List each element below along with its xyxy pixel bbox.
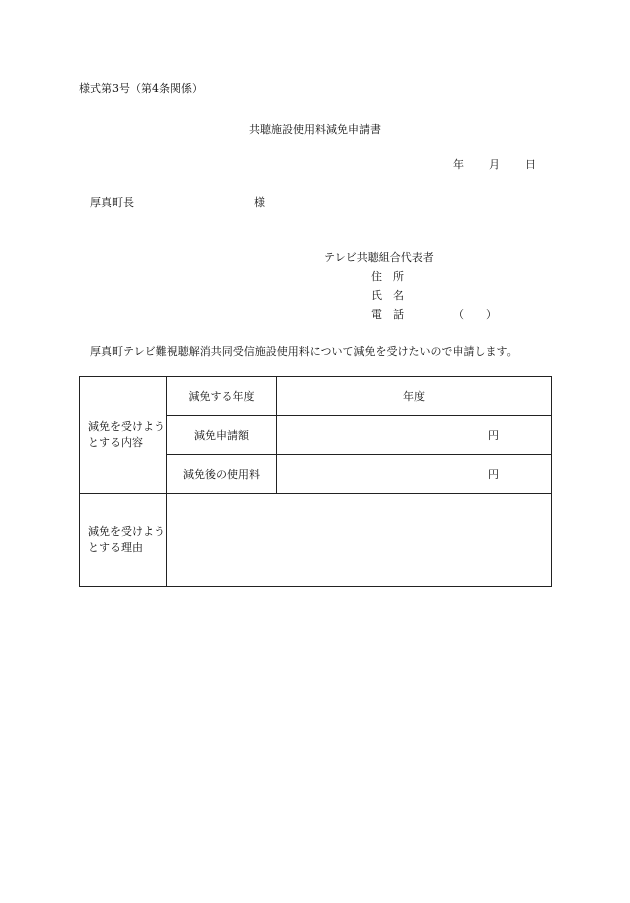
date-line: [453, 156, 536, 172]
form-number: 様式第3号（第4条関係）: [79, 82, 203, 95]
applicant-title: テレビ共聴組合代表者: [324, 251, 434, 264]
phone-parentheses: （ ）: [453, 308, 497, 321]
applicant-phone-label: 電 話: [371, 308, 404, 321]
date-day: 日: [525, 158, 536, 171]
fee-after-field[interactable]: 円: [277, 455, 552, 494]
document-title: 共聴施設使用料減免申請書: [249, 123, 381, 136]
request-sentence: 厚真町テレビ難視聴解消共同受信施設使用料について減免を受けたいので申請します。: [90, 345, 518, 358]
table-row: [80, 494, 552, 587]
reason-field[interactable]: [167, 494, 552, 587]
application-table: [79, 376, 552, 587]
date-month: 月: [489, 158, 500, 171]
date-year: 年: [453, 158, 464, 171]
addressee-name: 厚真町長: [90, 196, 134, 209]
section-content-label: 減免を受けようとする内容: [80, 377, 167, 494]
fiscal-year-field[interactable]: 年度: [277, 377, 552, 416]
requested-amount-field[interactable]: 円: [277, 416, 552, 455]
addressee-honorific: 様: [254, 196, 265, 209]
row-label-fee-after: 減免後の使用料: [167, 455, 277, 494]
row-label-requested-amount: 減免申請額: [167, 416, 277, 455]
applicant-address-label: 住 所: [371, 270, 404, 283]
section-reason-label: 減免を受けようとする理由: [80, 494, 167, 587]
applicant-name-label: 氏 名: [371, 289, 404, 302]
table-row: [80, 377, 552, 416]
row-label-fiscal-year: 減免する年度: [167, 377, 277, 416]
